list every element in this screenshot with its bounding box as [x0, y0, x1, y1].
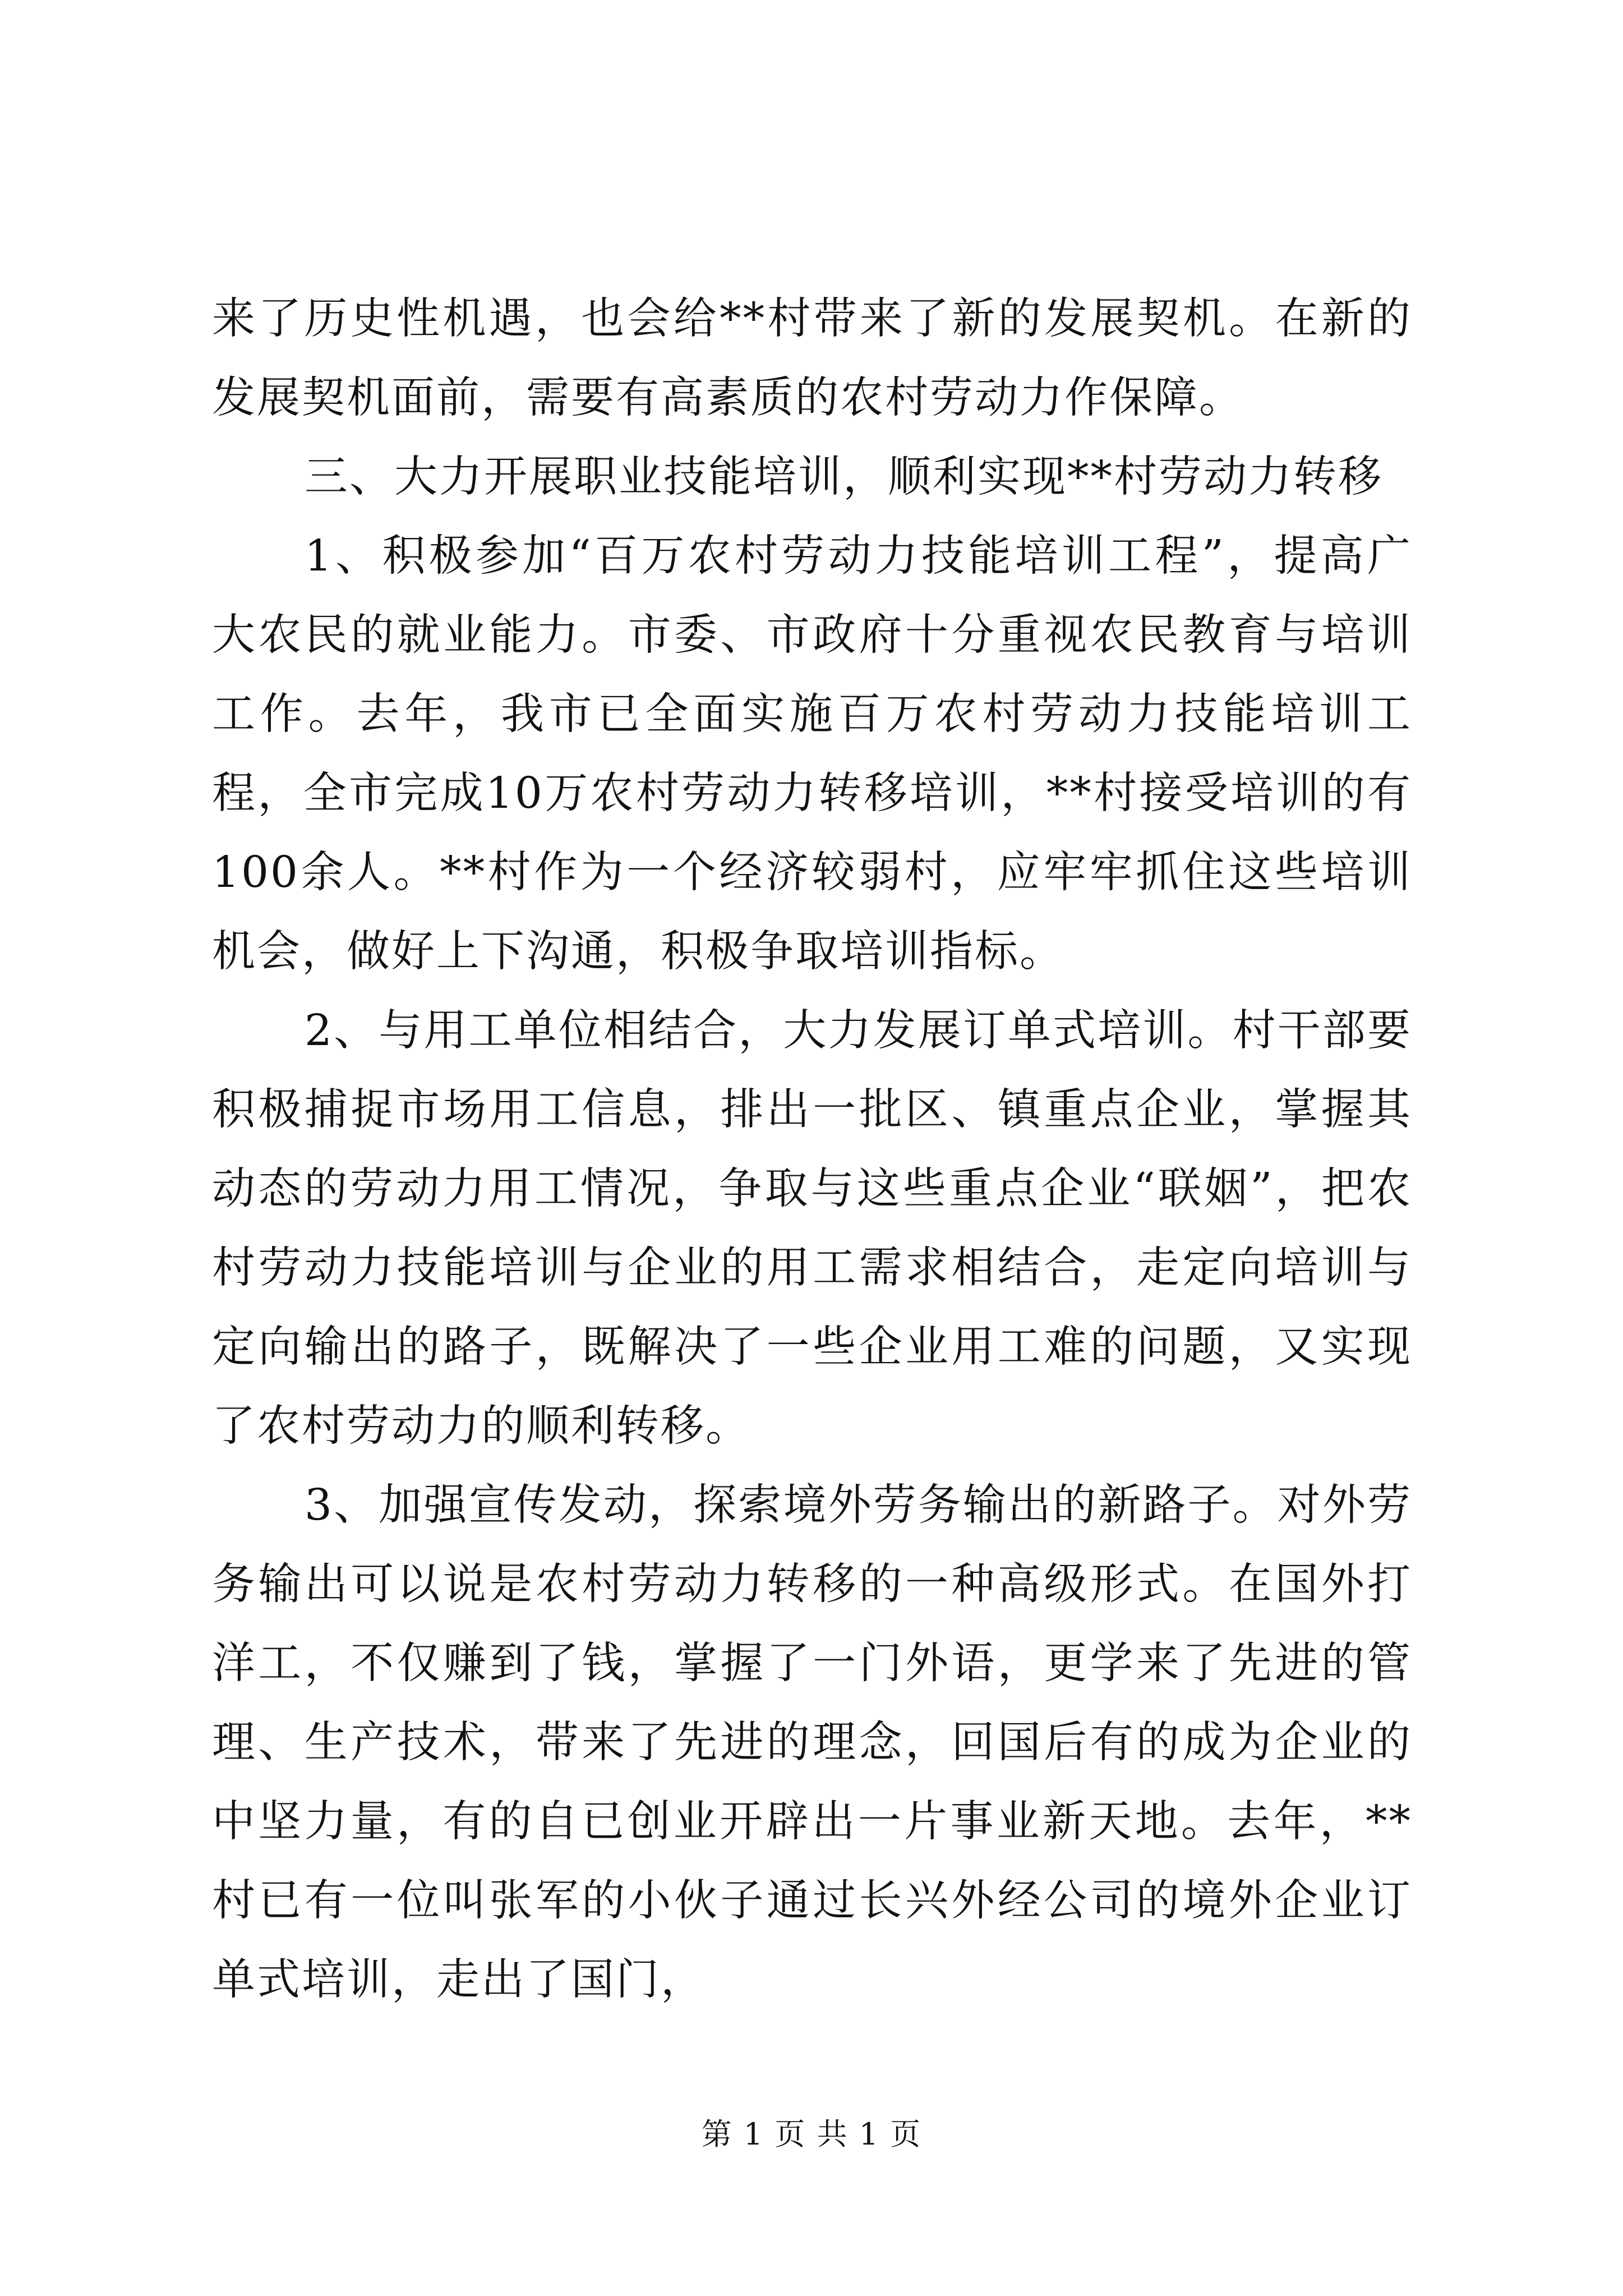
paragraph-item-3: 3、加强宣传发动，探索境外劳务输出的新路子。对外劳务输出可以说是农村劳动力转移的一种高级形式。在国外打洋工，不仅赚到了钱，掌握了一门外语，更学来了先进的管理、生产技术，带来了先进的理念，回国后有的成为企业的中坚力量，有的自已创业开辟出一片事业新天地。去年，**村已有一位叫张军的小伙子通过长兴外经公司的境外企业订单式培训，走出了国门， — [212, 1480, 1412, 2005]
paragraph-continuation: 来了历史性机遇，也会给**村带来了新的发展契机。在新的发展契机面前，需要有高素质的农村劳动力作保障。 — [212, 294, 1412, 423]
document-body — [212, 279, 1412, 2019]
section-heading: 三、大力开展职业技能培训，顺利实现**村劳动力转移 — [305, 452, 1383, 502]
page-footer: 第 1 页 共 1 页 — [701, 2116, 922, 2152]
paragraph-item-1: 1、积极参加“百万农村劳动力技能培训工程”，提高广大农民的就业能力。市委、市政府十分重视农民教育与培训工作。去年，我市已全面实施百万农村劳动力技能培训工程，全市完成10万农村劳动力转移培训，**村接受培训的有100余人。**村作为一个经济较弱村，应牢牢抓住这些培训机会，做好上下沟通，积极争取培训指标。 — [212, 531, 1412, 977]
paragraph-item-2: 2、与用工单位相结合，大力发展订单式培训。村干部要积极捕捉市场用工信息，排出一批区、镇重点企业，掌握其动态的劳动力用工情况，争取与这些重点企业“联姻”，把农村劳动力技能培训与企业的用工需求相结合，走定向培训与定向输出的路子，既解决了一些企业用工难的问题，又实现了农村劳动力的顺利转移。 — [212, 1006, 1412, 1451]
